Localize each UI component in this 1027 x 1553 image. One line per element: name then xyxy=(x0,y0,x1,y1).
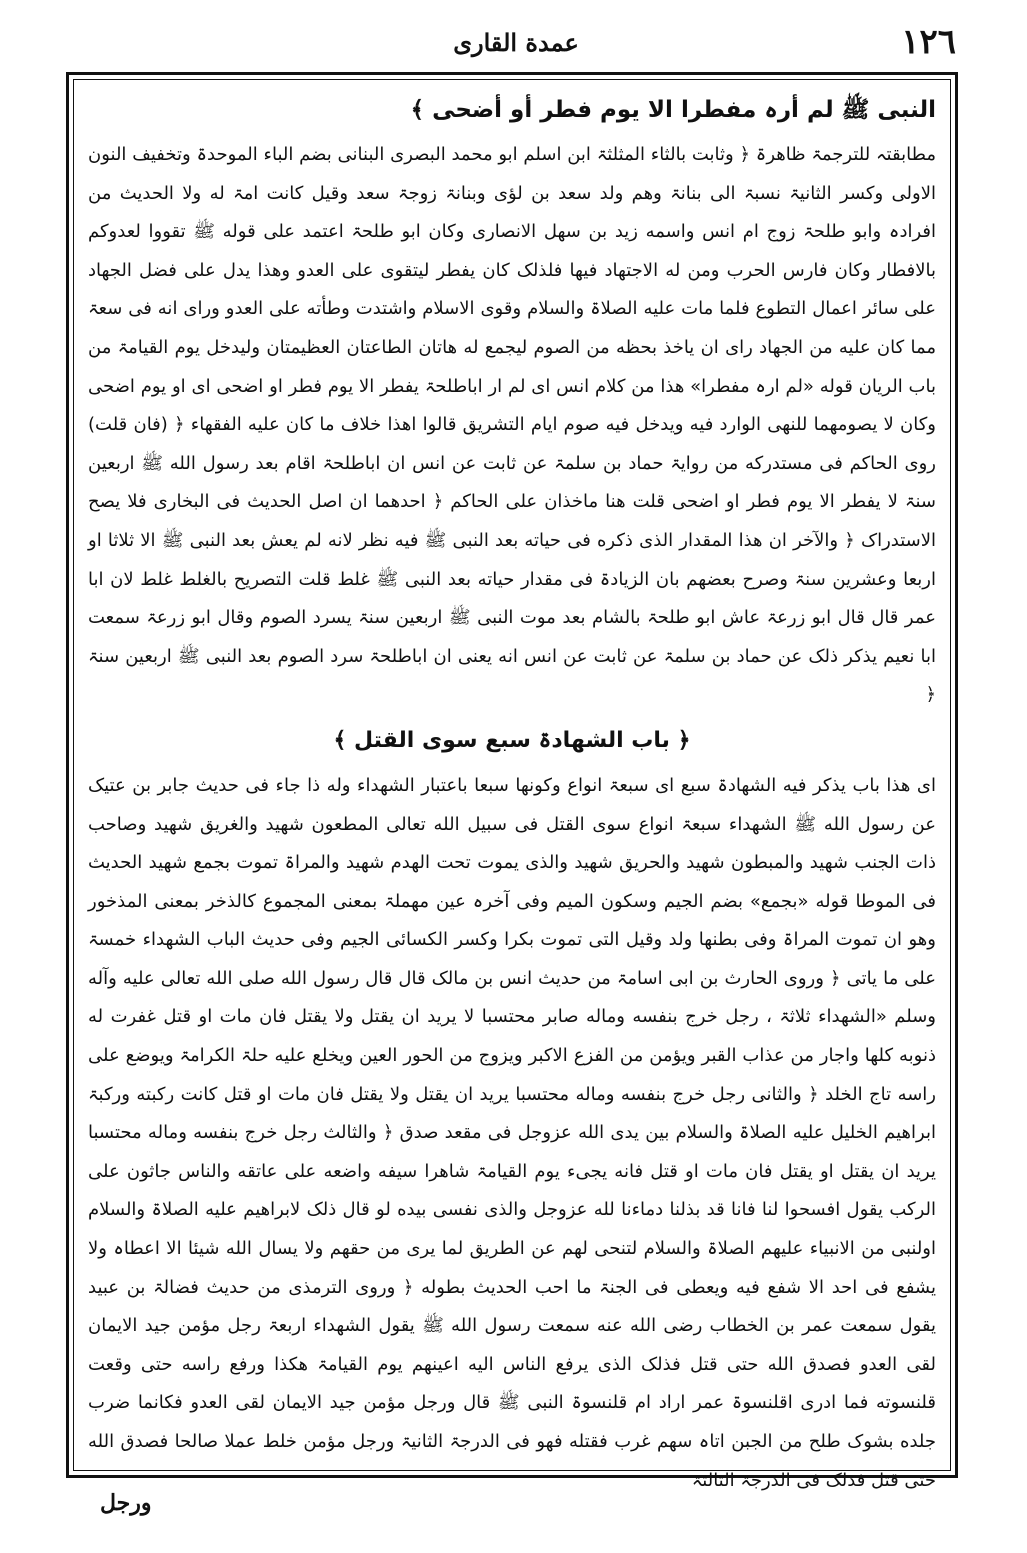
text-body xyxy=(73,79,951,1491)
running-title: عمدة القاری xyxy=(453,28,579,57)
page-header xyxy=(66,22,966,68)
commentary-paragraph: مطابقتہ للترجمۃ ظاهرۃ ﴿ وثابت بالثاء المثلثۃ ابن اسلم ابو محمد البصری البنانی بضم الباء الموحدۃ وتخفیف النون الاولی وکسر الثانیۃ نسبۃ الی بنانۃ وهم ولد سعد بن لؤی وبنانۃ زوجۃ سعد وقیل کانت امۃ له ولا الحدیث من افرادہ وابو طلحۃ زوج ام انس واسمه زید بن سهل الانصاری وکان ابو طلحۃ اعتمد علی قوله ﷺ تقووا لعدوکم بالافطار وکان فارس الحرب ومن له الاجتهاد فیها فلذلک کان یفطر لیتقوی علی العدو وهذا یدل علی فضل الجهاد علی سائر اعمال التطوع فلما مات علیه الصلاۃ والسلام وقوی الاسلام واشتدت وطأته علی العدو ورای انه فی سعۃ مما کان علیه من الجهاد رای ان یاخذ بحظه من الصوم لیجمع له هاتان الطاعتان العظیمتان ولیدخل یوم القیامۃ من باب الریان قوله «لم ارہ مفطرا» هذا من کلام انس ای لم ار اباطلحۃ یفطر الا یوم فطر او اضحی ای او یوم اضحی وکان لا یصومهما للنهی الوارد فیه ویدخل فیه صوم ایام التشریق قالوا اهذا خلاف ما کان علیه الفقهاء ﴿ (فان قلت) روی الحاکم فی مستدرکه من روایۃ حماد بن سلمۃ عن ثابت عن انس ان اباطلحۃ اقام بعد رسول الله ﷺ اربعین سنۃ لا یفطر الا یوم فطر او اضحی قلت هنا ماخذان علی الحاکم ﴿ احدهما ان اصل الحدیث فی البخاری فلا یصح الاستدراک ﴿ والآخر ان هذا المقدار الذی ذکره فی حیاته بعد النبی ﷺ فیه نظر لانه لم یعش بعد النبی ﷺ الا ثلاثا او اربعا وعشرین سنۃ وصرح بعضهم بان الزیادۃ فی مقدار حیاته بعد النبی ﷺ غلط قلت التصریح بالغلط غلط لان ابا عمر قال قال ابو زرعۃ عاش ابو طلحۃ بالشام بعد موت النبی ﷺ اربعین سنۃ یسرد الصوم وقال ابو زرعۃ سمعت ابا نعیم یذکر ذلک عن حماد بن سلمۃ عن ثابت عن انس انه یعنی ان اباطلحۃ سرد الصوم بعد النبی ﷺ اربعین سنۃ ﴿ xyxy=(88,144,936,706)
chapter-heading: ﴿ باب الشهادۃ سبع سوی القتل ﴾ xyxy=(333,727,691,753)
hadith-heading: النبی ﷺ لم أرہ مفطرا الا یوم فطر أو أضحی ﴾ xyxy=(410,97,936,123)
page-number: ١٢٦ xyxy=(901,22,956,62)
page-frame xyxy=(66,72,958,1491)
chapter-paragraph: ای هذا باب یذکر فیه الشهادۃ سبع ای سبعۃ انواع وکونها سبعا باعتبار الشهداء وله ذا جاء فی حدیث جابر بن عتیک عن رسول الله ﷺ الشهداء سبعۃ انواع سوی القتل فی سبیل الله تعالی المطعون شهید والغریق شهید وصاحب ذات الجنب شهید والمبطون شهید والحریق شهید والذی یموت تحت الهدم شهید والمراۃ تموت بجمع شهید الحدیث فی الموطا قوله «بجمع» بضم الجیم وسکون المیم وفی آخرہ عین مهملۃ بمعنی المجموع کالذخر بمعنی المذخور وهو ان تموت المراۃ وفی بطنها ولد وقیل التی تموت بکرا وکسر الکسائی الجیم وفی حدیث الباب الشهداء خمسۃ علی ما یاتی ﴿ وروی الحارث بن ابی اسامۃ من حدیث انس بن مالک قال قال رسول الله صلی الله تعالی علیه وآله وسلم «الشهداء ثلاثۃ ، رجل خرج بنفسه وماله صابر محتسبا لا یرید ان یقتل ولا یقتل فان مات او قتل غفرت له ذنوبه کلها واجار من عذاب القبر ویؤمن من الفزع الاکبر ویزوج من الحور العین ویخلع علیه حلۃ الکرامۃ ویوضع علی راسه تاج الخلد ﴿ والثانی رجل خرج بنفسه وماله محتسبا یرید ان یقتل ولا یقتل فان مات او قتل کانت رکبته ورکبۃ ابراهیم الخلیل علیه الصلاۃ والسلام بین یدی الله عزوجل فی مقعد صدق ﴿ والثالث رجل خرج بنفسه وماله محتسبا یرید ان یقتل او یقتل فان مات او قتل فانه یجیء یوم القیامۃ شاهرا سیفه واضعه علی عاتقه والناس جاثون علی الرکب یقول افسحوا لنا فانا قد بذلنا دماءنا لله عزوجل والذی نفسی بیده لو قال ذلک لابراهیم علیه الصلاۃ والسلام اولنبی من الانبیاء علیهم الصلاۃ والسلام لتنحی لهم عن الطریق لما یری من حقهم ولا یسال الله شیئا الا اعطاہ ولا یشفع فی احد الا شفع فیه ویعطی فی الجنۃ ما احب الحدیث بطوله ﴿ وروی الترمذی من حدیث فضالۃ بن عبید یقول سمعت عمر بن الخطاب رضی الله عنه سمعت رسول الله ﷺ یقول الشهداء اربعۃ رجل مؤمن جید الایمان لقی العدو فصدق الله حتی قتل فذلک الذی یرفع الناس الیه اعینهم یوم القیامۃ هکذا ورفع راسه حتی وقعت قلنسوته فما ادری اقلنسوۃ عمر اراد ام قلنسوۃ النبی ﷺ قال ورجل مؤمن جید الایمان لقی العدو فکانما ضرب جلده بشوک طلح من الجبن اتاہ سهم غرب فقتله فهو فی الدرجۃ الثانیۃ ورجل مؤمن خلط عملا صالحا فصدق الله حتی قتل فذلک فی الدرجۃ الثالثۃ xyxy=(88,774,936,1491)
catchword: ورجل xyxy=(100,1490,152,1516)
